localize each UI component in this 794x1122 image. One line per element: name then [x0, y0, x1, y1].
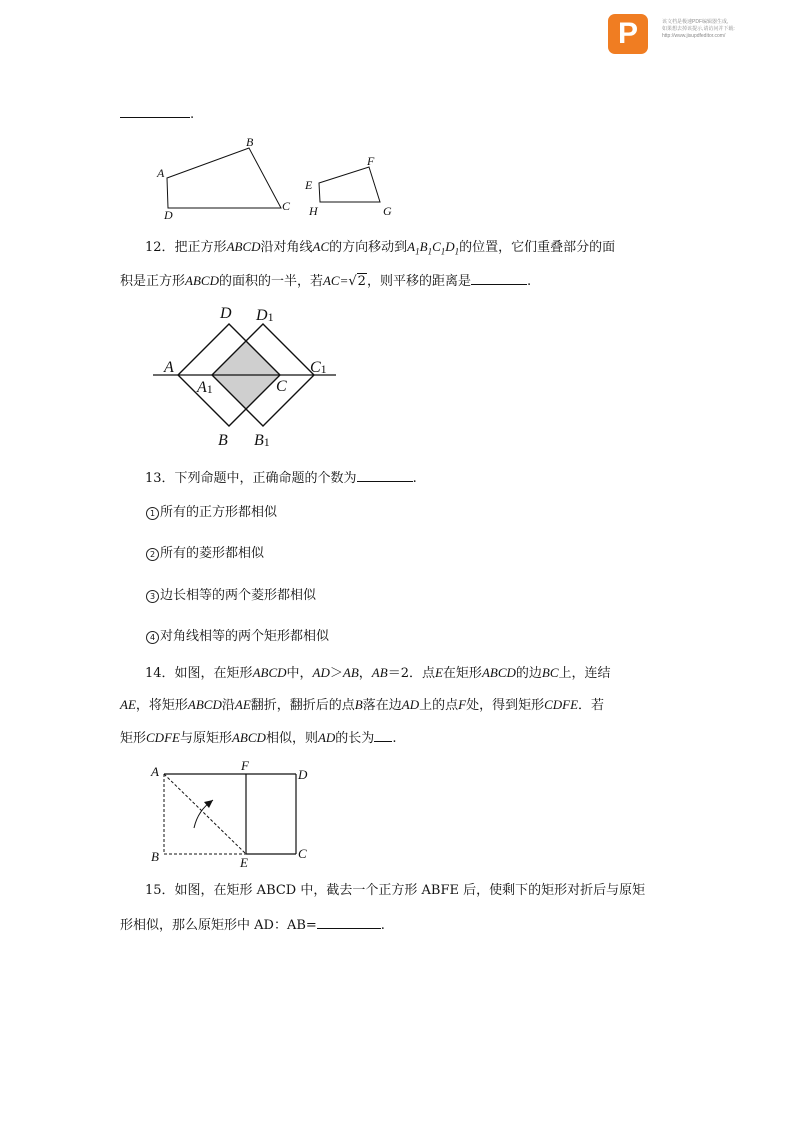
math: AD — [401, 697, 420, 712]
text: 沿对角线 — [260, 240, 313, 255]
text: 落在边 — [362, 698, 402, 713]
math: ABCD — [185, 273, 219, 288]
text: ，将矩形 — [135, 698, 188, 713]
label-c1: C1 — [310, 359, 327, 376]
circled-number: 3 — [146, 590, 159, 603]
notice-line: 该文档是极速PDF编辑器生成, — [662, 19, 729, 25]
quad-efgh — [319, 167, 380, 202]
q14-figure — [140, 758, 320, 870]
option-text: 对角线相等的两个矩形都相似 — [160, 629, 330, 644]
question-number: 14． — [145, 666, 175, 681]
notice-line: http://www.jisupdfeditor.com/ — [662, 33, 726, 39]
math: ABCD — [226, 239, 261, 254]
q13-stem — [145, 469, 417, 488]
math: AE — [234, 697, 251, 712]
q15-line1 — [145, 882, 645, 900]
label-d: D — [164, 208, 173, 222]
text: 与原矩形 — [179, 731, 232, 746]
label-a: A — [164, 359, 174, 376]
math: CDFE — [146, 730, 180, 745]
period: . — [526, 274, 532, 289]
answer-blank — [357, 469, 413, 482]
radicand: 2 — [357, 274, 366, 289]
label-c: C — [282, 199, 291, 213]
math-a1b1c1d1: $A_1B_1C_1D_1$ — [407, 239, 460, 257]
label-b1: B1 — [254, 432, 270, 449]
text: 的长为 — [335, 731, 375, 746]
period: . — [392, 731, 397, 746]
q11-figure — [150, 132, 410, 222]
text: 上的点 — [419, 698, 459, 713]
math: ABCD — [187, 697, 222, 712]
q13-option — [146, 628, 329, 646]
label-b: B — [151, 849, 159, 864]
period: . — [412, 471, 417, 486]
math: AB — [342, 665, 359, 680]
text: 下列命题中，正确命题的个数为 — [174, 471, 357, 486]
answer-blank — [317, 916, 381, 929]
text: 处，得到矩形 — [466, 698, 545, 713]
period: . — [380, 918, 385, 933]
answer-blank — [120, 105, 190, 118]
pdf-editor-logo — [608, 14, 648, 54]
circled-number: 2 — [146, 548, 159, 561]
question-number: 13． — [145, 471, 175, 486]
q12-line2 — [120, 272, 531, 291]
q13-option — [146, 504, 277, 522]
question-number: 12． — [145, 240, 175, 255]
period: . — [190, 107, 195, 122]
math: ABCD — [231, 730, 266, 745]
logo-letter: P — [617, 17, 638, 50]
math: B — [354, 697, 363, 712]
math: E — [434, 665, 443, 680]
label-e: E — [305, 178, 313, 192]
label-g: G — [383, 204, 392, 218]
text: 的方向移动到 — [329, 240, 408, 255]
notice-line: 如果想去掉该提示,请访问并下载: — [662, 26, 735, 32]
text: ＞ — [329, 666, 343, 681]
text: 中， — [286, 666, 313, 681]
label-f: F — [367, 154, 375, 168]
label-b: B — [246, 135, 254, 149]
text: 上，连结 — [558, 666, 611, 681]
circled-number: 4 — [146, 631, 159, 644]
text: ．若 — [578, 698, 605, 713]
math: AC — [312, 239, 330, 254]
text: ＝2．点 — [387, 666, 435, 681]
text: 的边 — [515, 666, 542, 681]
math: BC — [541, 665, 559, 680]
label-e: E — [240, 855, 248, 870]
text: 在矩形 — [442, 666, 482, 681]
text: 把正方形 — [174, 240, 227, 255]
label-d1: D1 — [256, 307, 274, 324]
text: 如图，在矩形 ABCD 中，截去一个正方形 ABFE 后，使剩下的矩形对折后与原矩 — [174, 883, 646, 898]
answer-blank — [471, 272, 527, 285]
quad-abcd — [167, 148, 281, 208]
editor-notice — [662, 19, 735, 40]
math: F — [458, 697, 467, 712]
label-a: A — [157, 166, 165, 180]
math: AD — [312, 665, 330, 680]
option-text: 边长相等的两个菱形都相似 — [160, 588, 317, 603]
label-f: F — [241, 758, 249, 773]
label-b: B — [218, 432, 228, 449]
label-a: A — [151, 764, 159, 779]
text: ，则平移的距离是 — [366, 274, 471, 289]
q15-line2 — [120, 916, 385, 935]
q12-line1 — [145, 238, 615, 261]
label-d: D — [298, 767, 308, 782]
label-c: C — [276, 378, 287, 395]
q13-option — [146, 545, 264, 563]
answer-blank — [374, 729, 392, 742]
label-c: C — [298, 846, 307, 861]
circled-number: 1 — [146, 507, 159, 520]
text: 的位置，它们重叠部分的面 — [459, 240, 616, 255]
q14-line1 — [145, 664, 611, 683]
sqrt-expression — [348, 273, 367, 291]
label-d: D — [220, 305, 232, 322]
math: ABCD — [481, 665, 516, 680]
label-a1: A1 — [197, 379, 213, 396]
question-number: 15． — [145, 883, 175, 898]
text: 矩形 — [120, 731, 147, 746]
option-text: 所有的菱形都相似 — [160, 546, 265, 561]
q12-figure — [150, 300, 350, 450]
q11-answer-line — [120, 105, 194, 124]
fold-line-ae — [164, 774, 246, 854]
math: ABCD — [252, 665, 287, 680]
text: 翻折，翻折后的点 — [250, 698, 355, 713]
text: ， — [358, 666, 372, 681]
label-h: H — [309, 204, 318, 218]
math: AE — [120, 697, 136, 712]
text: 沿 — [221, 698, 235, 713]
math: AB — [371, 665, 388, 680]
text: 的面积的一半，若 — [218, 274, 323, 289]
q13-option — [146, 587, 316, 605]
math: AD — [317, 730, 336, 745]
text: 形相似，那么原矩形中 AD：AB= — [120, 918, 317, 933]
math: AC= — [322, 273, 349, 288]
text: 积是正方形 — [120, 274, 186, 289]
text: 相似，则 — [265, 731, 318, 746]
radical-sign: √ — [348, 274, 357, 289]
math: CDFE — [544, 697, 579, 712]
q14-line3 — [120, 729, 396, 748]
option-text: 所有的正方形都相似 — [160, 505, 278, 520]
text: 如图，在矩形 — [174, 666, 253, 681]
q14-line2 — [120, 696, 604, 715]
